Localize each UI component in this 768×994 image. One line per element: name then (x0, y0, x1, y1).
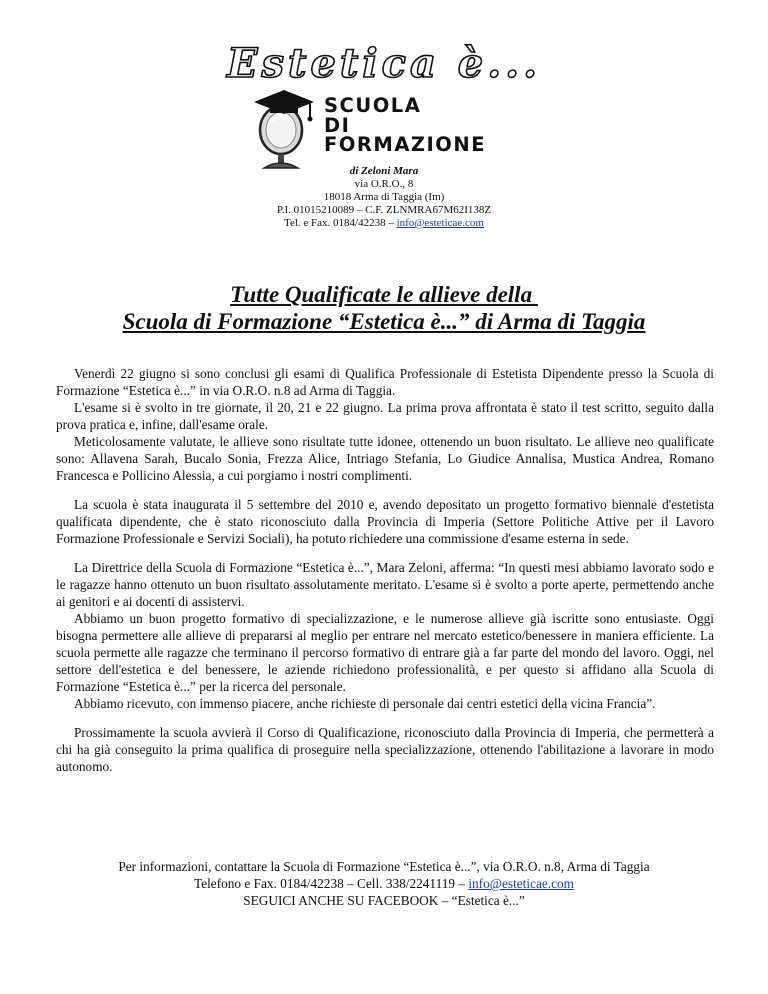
tax-line: P.I. 01015210089 – C.F. ZLNMRA67M62I138Z (276, 204, 492, 216)
school-name-line-2: DI (324, 113, 351, 137)
contact-header (0, 165, 768, 230)
phone-line (0, 217, 768, 230)
footer-contacts (0, 858, 768, 909)
footer-email-link[interactable]: info@esteticae.com (468, 876, 574, 891)
header-email-link[interactable]: info@esteticae.com (396, 217, 484, 229)
paragraph: Abbiamo ricevuto, con immenso piacere, anche richieste di personale dai centri estetici della vicina Francia”. (74, 696, 656, 711)
footer-line-3: SEGUICI ANCHE SU FACEBOOK – “Estetica è...” (243, 893, 525, 908)
headline (0, 281, 768, 335)
paragraph: La Direttrice della Scuola di Formazione “Estetica è...”, Mara Zeloni, afferma: “In questi mesi abbiamo lavorato sodo e le ragazze hanno ottenuto un buon risultato assolutamente meritato. L'esame si è svolto a porte aperte, permettendo anche ai genitori e ai docenti di assistervi. (56, 560, 714, 609)
paragraph: La scuola è stata inaugurata il 5 settembre del 2010 e, avendo depositato un progetto formativo biennale d'estetista qualificata dipendente, che è stato riconosciuto dalla Provincia di Imperia (Settore Politiche Attive per il Lavoro Formazione Professionale e Servizi Sociali), ha potuto richiedere una commissione d'esame esterna in sede. (56, 497, 714, 546)
owner-name: di Zeloni Mara (349, 165, 419, 177)
headline-line-1: Tutte Qualificate le allieve della (230, 282, 538, 307)
paragraph: Abbiamo un buon progetto formativo di specializzazione, e le numerose allieve già iscritte sono entusiaste. Oggi bisogna permettere alle allieve di prepararsi al meglio per entrare nel mercato estetico/benessere in maniera efficiente. La scuola permette alle ragazze che terminano il percorso formativo di entrare già a far parte del mondo del lavoro. Oggi, nel settore dell'estetica e del benessere, le aziende richiedono professionalità, e per questo si affidano alla Scuola di Formazione “Estetica è...” per la ricerca del personale. (56, 611, 714, 694)
city-line: 18018 Arma di Taggia (Im) (323, 191, 445, 203)
footer-line-2 (0, 875, 768, 892)
address-line: via O.R.O., 8 (354, 178, 414, 190)
footer-phone-text: Telefono e Fax. 0184/42238 – Cell. 338/2241119 – (194, 876, 469, 891)
article-body (56, 365, 714, 775)
phone-text: Tel. e Fax. 0184/42238 – (284, 217, 397, 229)
footer-line-1: Per informazioni, contattare la Scuola di Formazione “Estetica è...”, via O.R.O. n.8, Arma di Taggia (118, 859, 650, 874)
paragraph: Prossimamente la scuola avvierà il Corso di Qualificazione, riconosciuto dalla Provincia di Imperia, che permetterà a chi ha già conseguito la prima qualifica di proseguire nella specializzazione, ottenendo l'abilitazione a lavorare in modo autonomo. (56, 725, 714, 774)
logo-title: Estetica è... (226, 40, 542, 87)
paragraph: Meticolosamente valutate, le allieve sono risultate tutte idonee, ottenendo un buon risultato. Le allieve neo qualificate sono: Allavena Sarah, Bucalo Sonia, Frezza Alice, Intriago Stefania, Lo Giudice Annalisa, Mustica Andrea, Romano Francesca e Pollicino Alessia, a cui porgiamo i nostri complimenti. (56, 434, 714, 483)
school-name-line-1: SCUOLA (324, 94, 422, 117)
headline-line-2: Scuola di Formazione “Estetica è...” di Arma di Taggia (122, 309, 646, 334)
school-name (324, 96, 486, 155)
school-name-line-3: FORMAZIONE (324, 133, 487, 156)
graduation-mirror-logo-icon (248, 88, 318, 170)
paragraph: L'esame si è svolto in tre giornate, il 20, 21 e 22 giugno. La prima prova affrontata è stato il test scritto, seguito dalla prova pratica e, infine, dall'esame orale. (56, 400, 714, 432)
paragraph: Venerdì 22 giugno si sono conclusi gli esami di Qualifica Professionale di Estetista Dipendente presso la Scuola di Formazione “Estetica è...” in via O.R.O. n.8 ad Arma di Taggia. (56, 366, 714, 398)
